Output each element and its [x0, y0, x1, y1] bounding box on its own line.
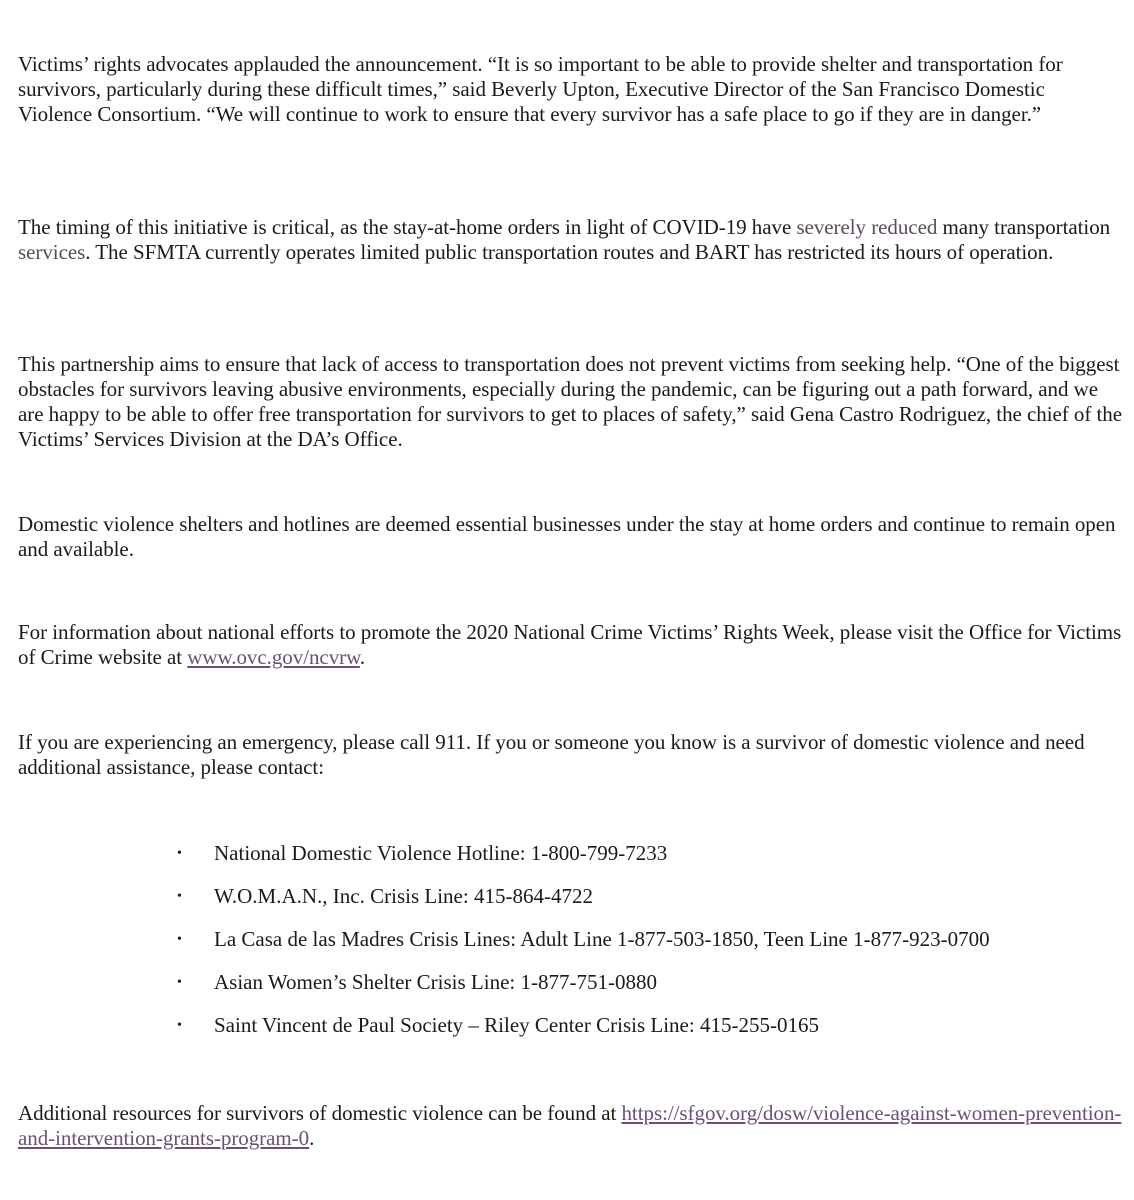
advocates-text: Victims’ rights advocates applauded the announcement. “It is so important to be able to provide shelter and transportation for survivors, particularly during these difficult times,” said Beverly Upton, Executive Director of the San Francisco Domestic Violence Consortium. “We will continue to work to ensure that every survivor has a safe place to go if they are in danger.”	[18, 52, 1063, 126]
timing-text-start: The timing of this initiative is critical, as the stay-at-home orders in light of COVID-19 have	[18, 215, 797, 239]
resources-text: Additional resources for survivors of domestic violence can be found at	[18, 1101, 622, 1125]
list-item	[0, 1013, 1134, 1056]
timing-paragraph	[18, 215, 1123, 265]
timing-shaded-phrase: severely reduced	[796, 215, 938, 239]
list-item	[0, 841, 1134, 884]
contact-national-hotline: National Domestic Violence Hotline: 1-800-799-7233	[214, 841, 668, 865]
resources-paragraph	[18, 1101, 1123, 1151]
list-item	[0, 970, 1134, 1013]
ovc-website-link[interactable]: www.ovc.gov/ncvrw	[187, 645, 360, 669]
ovc-info-text: For information about national efforts to promote the 2020 National Crime Victims’ Rights Week, please visit the Office for Victims of Crime website at	[18, 620, 1122, 669]
contact-riley-center: Saint Vincent de Paul Society – Riley Center Crisis Line: 415-255-0165	[214, 1013, 819, 1037]
ovc-info-paragraph	[18, 620, 1123, 670]
contact-asian-womens-shelter: Asian Women’s Shelter Crisis Line: 1-877-751-0880	[214, 970, 657, 994]
list-item	[0, 927, 1134, 970]
crisis-contacts-list	[0, 841, 1134, 1056]
bullet-icon: •	[177, 932, 182, 947]
bullet-icon: •	[177, 889, 182, 904]
emergency-text: If you are experiencing an emergency, please call 911. If you or someone you know is a survivor of domestic violence and need additional assistance, please contact:	[18, 730, 1085, 779]
emergency-paragraph	[18, 730, 1123, 780]
bullet-icon: •	[177, 975, 182, 990]
resources-period: .	[309, 1126, 315, 1150]
bullet-icon: •	[177, 846, 182, 861]
partnership-paragraph	[18, 352, 1123, 452]
advocates-paragraph	[18, 52, 1123, 127]
timing-shaded-word: services	[18, 240, 86, 264]
partnership-text: This partnership aims to ensure that lack of access to transportation does not prevent victims from seeking help. “One of the biggest obstacles for survivors leaving abusive environments, especially during the pandemic, can be figuring out a path forward, and we are happy to be able to offer free transportation for survivors to get to places of safety,” said Gena Castro Rodriguez, the chief of the Victims’ Services Division at the DA’s Office.	[18, 352, 1123, 451]
contact-woman-inc: W.O.M.A.N., Inc. Crisis Line: 415-864-4722	[214, 884, 593, 908]
timing-text-end: . The SFMTA currently operates limited public transportation routes and BART has restricted its hours of operation.	[85, 240, 1054, 264]
sfgov-resources-link[interactable]: https://sfgov.org/dosw/violence-against-women-prevention-and-intervention-grants-program-0	[18, 1101, 1122, 1150]
shelters-paragraph	[18, 512, 1123, 562]
contact-la-casa: La Casa de las Madres Crisis Lines: Adult Line 1-877-503-1850, Teen Line 1-877-923-0700	[214, 927, 990, 951]
timing-text-middle: many transportation	[937, 215, 1111, 239]
bullet-icon: •	[177, 1018, 182, 1033]
shelters-text: Domestic violence shelters and hotlines are deemed essential businesses under the stay at home orders and continue to remain open and available.	[18, 512, 1116, 561]
ovc-info-period: .	[359, 645, 366, 669]
list-item	[0, 884, 1134, 927]
